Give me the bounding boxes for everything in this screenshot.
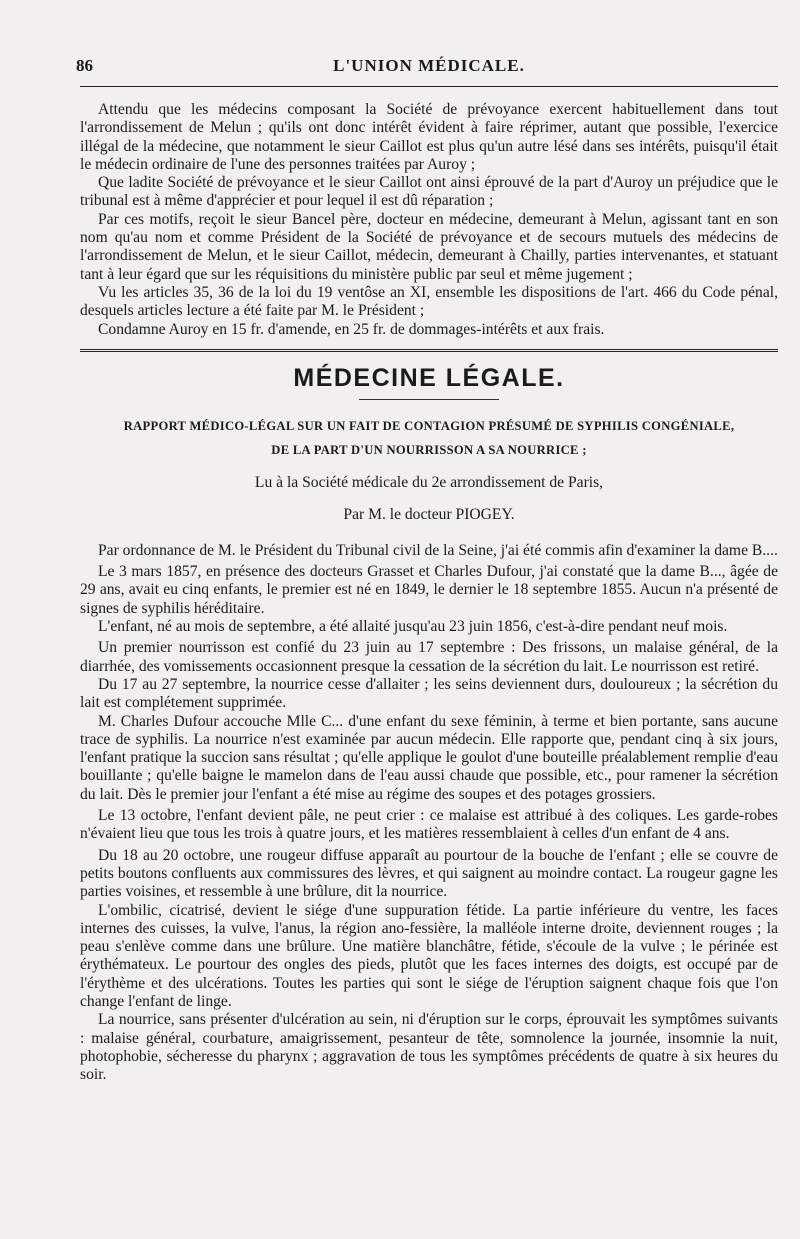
paragraph: Du 17 au 27 septembre, la nourrice cesse d'allaiter ; les seins deviennent durs, douloureux ; la sécrétion du lait est complétement supprimée. <box>80 675 778 712</box>
paragraph: M. Charles Dufour accouche Mlle C... d'une enfant du sexe féminin, à terme et bien portante, sans aucune trace de syphilis. La nourrice n'est examinée par aucun médecin. Elle rapporte que, pendant cinq à six jours, l'enfant pratique la succion sans résultat ; qu'elle applique le goulot d'une bouteille préalablement remplie d'eau bouillante ; qu'elle baigne le mamelon dans de l'eau aussi chaude que possible, etc., pour ramener la sécrétion du lait. Dès le premier jour l'enfant a été mise au régime des soupes et des potages grossiers. <box>80 712 778 803</box>
report-title-line: RAPPORT MÉDICO-LÉGAL SUR UN FAIT DE CONTAGION PRÉSUMÉ DE SYPHILIS CONGÉNIALE, <box>123 418 735 433</box>
report-author: Par M. le docteur PIOGEY. <box>343 505 515 523</box>
journal-title: L'UNION MÉDICALE. <box>333 56 525 75</box>
report-title-line: DE LA PART D'UN NOURRISSON A SA NOURRICE ; <box>271 442 587 457</box>
paragraph: L'ombilic, cicatrisé, devient le siége d'une suppuration fétide. La partie inférieure du ventre, les faces internes des cuisses, la vulve, l'anus, la région ano-fessière, la malléole interne droite, deviennent rouges ; la peau s'enlève comme dans une brûlure. Une matière blanchâtre, fétide, s'écoule de la vulve ; le périnée est érythémateux. Le pourtour des ongles des pieds, plutôt que les faces internes des doigts, est occupé par de l'érythème et des ulcérations. Toutes les parties qui sont le siége de l'éruption saignent chaque fois que l'on change l'enfant de linge. <box>80 901 778 1010</box>
paragraph: Le 13 octobre, l'enfant devient pâle, ne peut crier : ce malaise est attribué à des coliques. Les garde-robes n'évaient lieu que tous les trois à quatre jours, et les matières ressemblaient à celles d'un enfant de 4 ans. <box>80 807 778 843</box>
paragraph: Vu les articles 35, 36 de la loi du 19 ventôse an XI, ensemble les dispositions de l'art. 466 du Code pénal, desquels articles lecture a été faite par M. le Président ; <box>80 283 778 320</box>
header-rule <box>80 86 778 87</box>
report-title <box>80 414 778 462</box>
paragraph: Un premier nourrisson est confié du 23 juin au 17 septembre : Des frissons, un malaise général, de la diarrhée, des vomissements occasionnent presque la cessation de la sécrétion du lait. Le nourrisson est retiré. <box>80 639 778 675</box>
judgment-text <box>80 101 778 339</box>
paragraph: La nourrice, sans présenter d'ulcération au sein, ni d'éruption sur le corps, éprouvait les symptômes suivants : malaise général, courbature, amaigrissement, pesanteur de tête, somnolence la journée, insomnie la nuit, photophobie, sécheresse du pharynx ; aggravation de tous les symptômes précédents de quatre à six heures du soir. <box>80 1011 778 1084</box>
section-title: MÉDECINE LÉGALE. <box>293 363 565 392</box>
page-number: 86 <box>76 56 93 75</box>
title-underline <box>359 399 499 400</box>
paragraph: Condamne Auroy en 15 fr. d'amende, en 25 fr. de dommages-intérêts et aux frais. <box>98 320 605 338</box>
paragraph: L'enfant, né au mois de septembre, a été allaité jusqu'au 23 juin 1856, c'est-à-dire pendant neuf mois. <box>98 618 728 636</box>
paragraph: Attendu que les médecins composant la Société de prévoyance exercent habituellement dans tout l'arrondissement de Melun ; qu'ils ont donc intérêt évident à faire réprimer, autant que possible, l'exercice illégal de la médecine, que notamment le sieur Caillot est plus qu'un autre lésé dans ses intérêts, puisqu'il était le médecin ordinaire de l'une des personnes traitées par Auroy ; <box>80 101 778 173</box>
paragraph: Du 18 au 20 octobre, une rougeur diffuse apparaît au pourtour de la bouche de l'enfant ; elle se couvre de petits boutons confluents aux commissures des lèvres, et qui saignent au moindre contact. La rougeur gagne les parties voisines, et ressemble à une brûlure, dit la nourrice. <box>80 846 778 901</box>
section-divider <box>80 349 778 354</box>
paragraph: Par ces motifs, reçoit le sieur Bancel père, docteur en médecine, demeurant à Melun, agissant tant en son nom qu'au nom et comme Président de la Société de prévoyance et de secours mutuels des médecins de l'arrondissement de Melun, et le sieur Caillot, médecin, demeurant à Chailly, parties intervenantes, et statuant tant à leur égard que sur les réquisitions du ministère public par seul et même jugement ; <box>80 210 778 283</box>
paragraph: Le 3 mars 1857, en présence des docteurs Grasset et Charles Dufour, j'ai constaté que la dame B..., âgée de 29 ans, avait eu cinq enfants, le premier est né en 1849, le dernier le 18 septembre 1855. Aucun n'a présenté de signes de syphilis héréditaire. <box>80 563 778 617</box>
paragraph: Par ordonnance de M. le Président du Tribunal civil de la Seine, j'ai été commis afin d'examiner la dame B.... <box>98 541 778 559</box>
running-header <box>76 44 778 75</box>
report-read-at: Lu à la Société médicale du 2e arrondissement de Paris, <box>254 473 604 491</box>
report-text <box>80 542 778 1085</box>
paragraph: Que ladite Société de prévoyance et le sieur Caillot ont ainsi éprouvé de la part d'Auroy un préjudice que le tribunal est à même d'apprécier et pour lequel il est dû réparation ; <box>80 174 778 210</box>
